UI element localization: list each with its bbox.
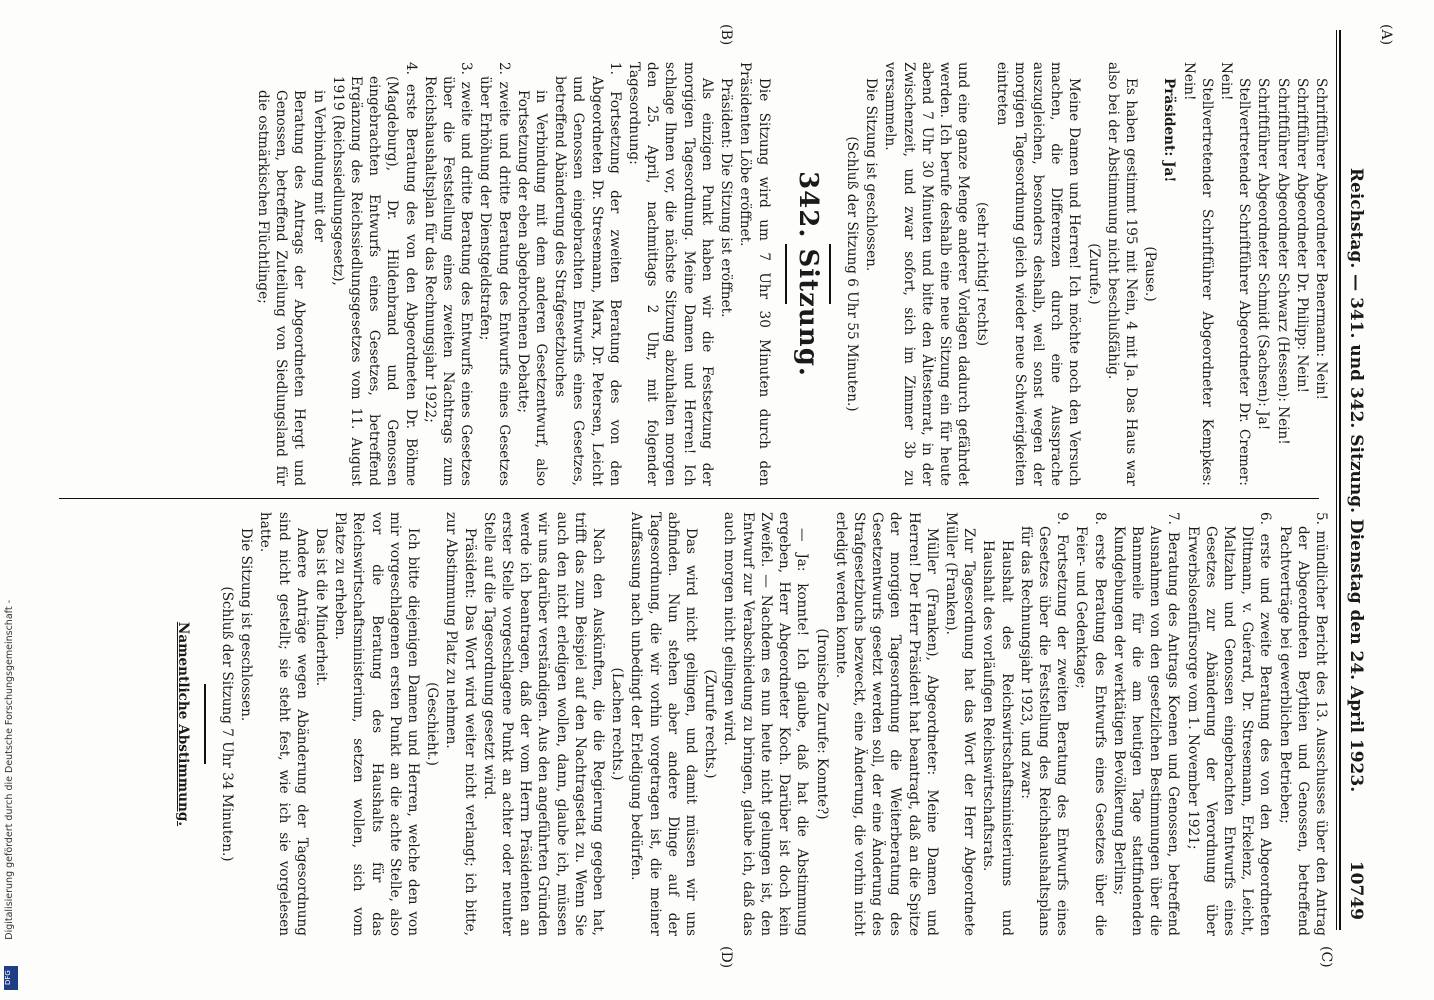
interjection: (Lachen rechts.) xyxy=(609,667,626,781)
agenda-item: 5. mündlicher Bericht des 13. Ausschusses über den Antrag der Abgeordneten Beythien und Genossen, betreffend Pachtverträge bei gewerblichen Betrieben; xyxy=(1276,512,1329,936)
page-number: 10749 xyxy=(1346,860,1366,920)
agenda-item: 1. Fortsetzung der zweiten Beratung des von den Abgeordneten Dr. Stresemann, Marx, Dr. Petersen, Leicht und Genossen eingebrachten Entwurfs eines Gesetzes, betreffend Abänderung des Strafgesetzbuches xyxy=(552,62,623,486)
session-heading: 342. Sitzung. xyxy=(792,171,823,377)
text-paragraph: Das ist die Minderheit. xyxy=(313,528,330,687)
text-paragraph: und eine ganze Menge anderer Vorlagen dadurch gefährdet werden. Ich berufe deshalb eine neue Sitzung ein für heute abend 7 Uhr 30 Minuten und bitte den Ältestenrat, in der Zwischenzeit, und zwar sofort, sich im Zimmer 3b zu versammeln. xyxy=(882,62,972,486)
text-paragraph: Als einzigen Punkt haben wir die Festsetzung der morgigen Tagesordnung. Meine Damen und Herren! Ich schlage Ihnen vor, die nächste Sitzung abzuhalten morgen den 25. April, nachmittags 2 Uhr, mit folgender Tagesordnung: xyxy=(626,62,715,486)
text-paragraph: Zur Tagesordnung hat das Wort der Herr Abgeordnete Müller (Franken). xyxy=(942,512,978,936)
agenda-item: 2. zweite und dritte Beratung des Entwurfs eines Gesetzes über Erhöhung der Dienstgeldstrafen; xyxy=(477,62,512,486)
agenda-item: 7. Beratung des Antrags Koenen und Genossen, betreffend Ausnahmen von den gesetzlichen Bestimmungen über die Bannmeile für die am heutigen Tage stattfindenden Kundgebungen der werktätigen Bevölkerung Berlins; xyxy=(1110,512,1182,936)
text-paragraph: Ich bitte diejenigen Damen und Herren, welche den von mir vorgeschlagenen ersten Punkt an die achte Stelle, also vor die Beratung des Haushalts für das Reichswirtschaftsministerium, setzen wollen, sich vom Platze zu erheben. xyxy=(332,512,422,936)
dfg-logo: DFG xyxy=(4,966,18,990)
text-paragraph: Schriftführer Abgeordneter Benermann: Nein! xyxy=(1313,78,1329,400)
section-rule xyxy=(829,244,831,304)
text-paragraph: Die Sitzung ist geschlossen. xyxy=(238,528,255,722)
text-paragraph: Meine Damen und Herren! Ich möchte noch den Versuch machen, die Differenzen durch eine Aussprache auszugleichen, besonders deshalb, weil sonst wegen der morgigen Tagesordnung gleich wieder neue Schwierigkeiten eintreten xyxy=(993,62,1083,486)
margin-mark-c: (C) xyxy=(1318,946,1334,968)
digitization-credit: Digitalisierung gefördert durch die Deutsche Forschungsgemeinschaft - xyxy=(4,600,15,940)
margin-mark-b: (B) xyxy=(718,24,734,46)
interjection: (Ironische Zurufe: Konnte?) xyxy=(813,628,830,820)
section-heading: Namentliche Abstimmung. xyxy=(174,621,191,827)
text-paragraph: Schriftführer Abgeordneter Schmidt (Sachsen): Ja! xyxy=(1255,78,1272,431)
text-paragraph: Das wird nicht gelingen, und damit müssen wir uns abfinden. Nun stehen aber andere Dinge auf der Tagesordnung, die wir vorhin vorgetragen ist, die meiner Auffassung nach unbedingt der Erledigung bedürfen. xyxy=(628,512,700,936)
interjection: (Zurufe.) xyxy=(1085,243,1102,305)
session-close-note: (Schluß der Sitzung 6 Uhr 55 Minuten.) xyxy=(843,136,860,412)
president-remark: Präsident: Das Wort wird weiter nicht verlangt; ich bitte, zur Abstimmung Platz zu nehmen. xyxy=(443,512,478,936)
text-paragraph: Stellvertretender Schriftführer Abgeordneter Dr. Cremer: Nein! xyxy=(1217,62,1253,486)
agenda-item-note: Haushalt des Reichswirtschaftsministeriums und Haushalt des vorläufigen Reichswirtschaftsrats. xyxy=(980,540,1015,936)
agenda-item: 9. Fortsetzung der zweiten Beratung des Entwurfs eines Gesetzes über die Feststellung des Reichshaushaltsplans für das Rechnungsjahr 1923, und zwar: xyxy=(1017,512,1071,936)
text-paragraph: Die Sitzung wird um 7 Uhr 30 Minuten durch den Präsidenten Löbe eröffnet. xyxy=(737,62,772,486)
interjection: (Pause.) xyxy=(1142,246,1159,302)
agenda-item: 3. zweite und dritte Beratung des Entwurfs eines Gesetzes über die Feststellung eines zweiten Nachtrags zum Reichshaushaltsplan für das Rechnungsjahr 1922; xyxy=(421,62,475,486)
header-rule-thin xyxy=(1336,30,1337,930)
president-remark: Präsident: Ja! xyxy=(1161,78,1178,183)
margin-mark-a: (A) xyxy=(1378,24,1394,46)
text-paragraph: — Ja: konnte! Ich glaube, daß hat die Abstimmung ergeben, Herr Abgeordneter Koch. Darüber ist doch kein Zweifel. — Nachdem es nun heute nicht gelungen ist, den Entwurf zur Verabschiedung zu bringen, glaube ich, daß das auch morgen nicht gelingen wird. xyxy=(721,512,811,936)
section-rule xyxy=(785,244,787,304)
running-header xyxy=(1340,40,1366,920)
agenda-item-note: in Verbindung mit dem anderen Gesetzentwurf, also Fortsetzung der eben abgebrochenen Debatte; xyxy=(514,90,550,486)
agenda-item: 4. erste Beratung des von den Abgeordneten Dr. Böhme (Magdeburg), Dr. Hildenbrand und Genossen eingebrachten Entwurfs eines Gesetzes, betreffend Ergänzung des Reichssiedlungsgesetzes vom 11. August 1919 (Reichssiedlungsgesetz), xyxy=(329,62,419,486)
president-remark: Präsident: Die Sitzung ist eröffnet. xyxy=(718,78,735,318)
text-paragraph: Die Sitzung ist geschlossen. xyxy=(863,78,880,272)
interjection: (Zurufe rechts.) xyxy=(702,669,719,779)
agenda-item: 6. erste und zweite Beratung des von den Abgeordneten Dittmann, v. Guérard, Dr. Stresemann, Erkelenz, Leicht, Maltzahn und Genossen eingebrachten Entwurfs eines Gesetzes zur Abänderung der Verordnung über Erwerbslosenfürsorge vom 1. November 1921; xyxy=(1184,512,1274,936)
interjection: (sehr richtig! rechts) xyxy=(974,201,991,347)
agenda-item-note: in Verbindung mit der xyxy=(310,90,327,242)
text-paragraph: Schriftführer Abgeordneter Schwarz (Hessen): Nein! xyxy=(1274,78,1291,445)
right-column xyxy=(173,512,1330,936)
column-divider xyxy=(59,498,1319,499)
text-paragraph: Andere Anträge wegen Abänderung der Tagesordnung sind nicht gestellt; sie steht fest, wie ich sie vorgelesen hatte. xyxy=(257,512,310,936)
text-paragraph: Stellvertretender Schriftführer Abgeordneter Kempkes: Nein! xyxy=(1180,62,1215,486)
section-rule xyxy=(204,684,206,764)
text-paragraph: Es haben gestimmt 195 mit Nein, 4 mit Ja. Das Haus war also bei der Abstimmung nicht beschlußfähig. xyxy=(1104,62,1139,486)
header-title: Reichstag. — 341. und 342. Sitzung. Dienstag den 24. April 1923. xyxy=(1346,167,1366,793)
text-paragraph: Nach den Auskünften, die die Regierung gegeben hat, trifft das zum Beispiel auf den Nachtragsetat zu. Wenn Sie auch den nicht erledigen wollen, dann, glaube ich, müssen wir uns darüber verständigen. Aus den angeführten Gründen werde ich beantragen, daß der vom Herrn Präsidenten an erster Stelle vorgeschlagene Punkt an achter oder neunter Stelle auf die Tagesordnung gesetzt wird. xyxy=(480,512,607,936)
header-rule xyxy=(1339,30,1341,930)
session-close-note: (Schluß der Sitzung 7 Uhr 34 Minuten.) xyxy=(219,586,236,862)
left-column xyxy=(253,62,1330,486)
interjection: (Geschieht.) xyxy=(424,682,441,766)
agenda-item-note: Beratung des Antrags der Abgeordneten Hergt und Genossen, betreffend Zuteilung von Siedlungsland für die ostmärkischen Flüchtlinge; xyxy=(255,90,308,486)
text-paragraph: Schriftführer Abgeordneter Dr. Philipp: Nein! xyxy=(1293,78,1310,393)
agenda-item: 8. erste Beratung des Entwurfs eines Gesetzes über die Feier- und Gedenktage; xyxy=(1073,512,1108,936)
margin-mark-d: (D) xyxy=(718,946,734,969)
speaker-remark: Müller (Franken), Abgeordneter: Meine Damen und Herren! Der Herr Präsident hat beantragt, daß an die Spitze der morgigen Tagesordnung die Weiterberatung des Gesetzentwurfs gesetzt werden soll, der eine Änderung des Strafgesetzbuchs bezweckt, eine Änderung, die vorhin nicht erledigt werden konnte. xyxy=(832,512,940,936)
